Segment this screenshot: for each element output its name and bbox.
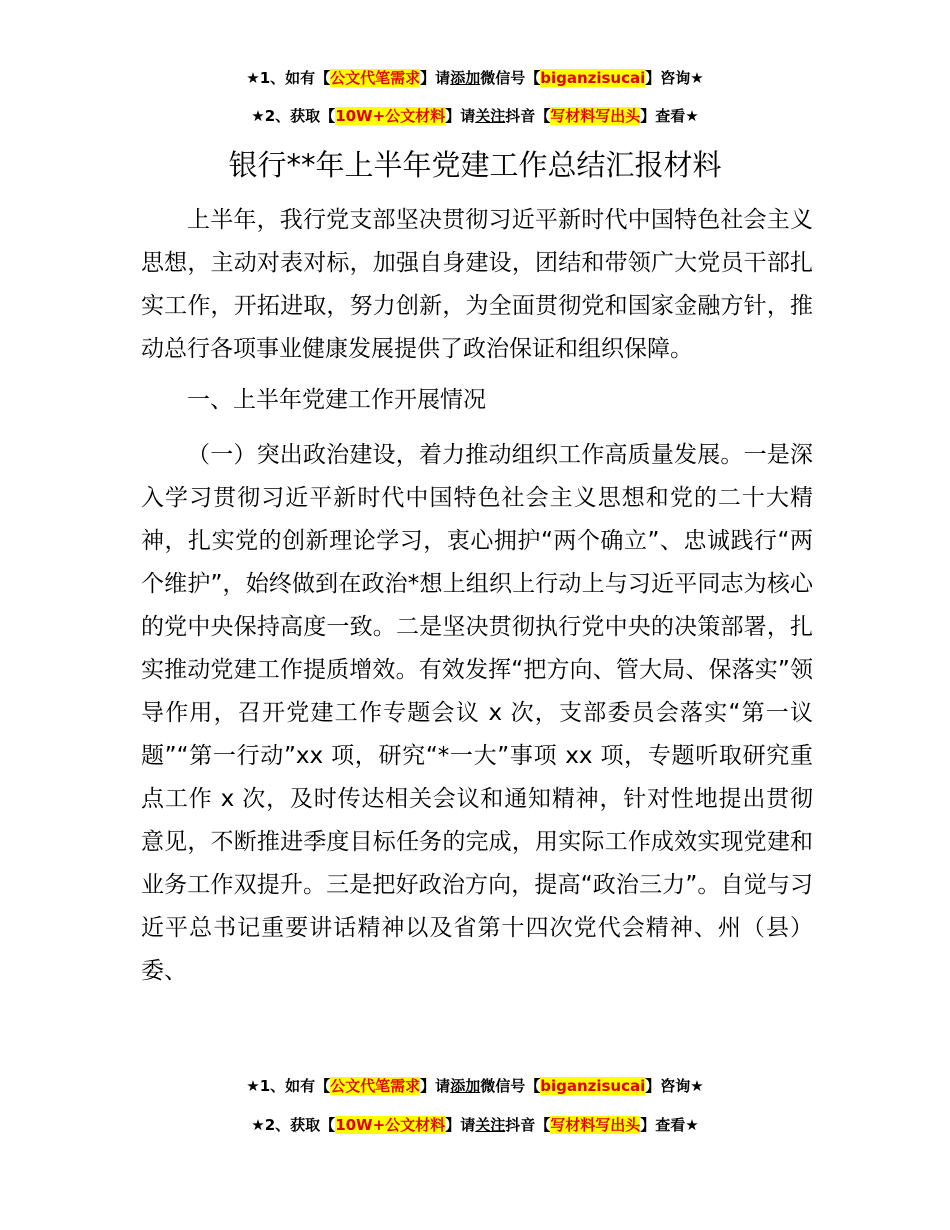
bottom-banner-line-2: [0, 1115, 950, 1135]
banner-text: 抖音【: [505, 1116, 551, 1134]
banner-text: ★1、如有【: [246, 69, 331, 87]
banner-highlight: 10W+公文材料: [335, 107, 446, 125]
banner-douyin-id: 写材料写出头: [550, 1116, 641, 1134]
document-body: [141, 199, 813, 993]
section-paragraph: （一）突出政治建设，着力推动组织工作高质量发展。一是深入学习贯彻习近平新时代中国特色社会主义思想和党的二十大精神，扎实党的创新理论学习，衷心拥护“两个确立”、忠诚践行“两个维护”，始终做到在政治*想上组织上行动上与习近平同志为核心的党中央保持高度一致。二是坚决贯彻执行党中央的决策部署，扎实推动党建工作提质增效。有效发挥“把方向、管大局、保落实”领导作用，召开党建工作专题会议 x 次，支部委员会落实“第一议题”“第一行动”xx 项，研究“*一大”事项 xx 项，专题听取研究重点工作 x 次，及时传达相关会议和通知精神，针对性地提出贯彻意见，不断推进季度目标任务的完成，用实际工作成效实现党建和业务工作双提升。三是把好政治方向，提高“政治三力”。自觉与习近平总书记重要讲话精神以及省第十四次党代会精神、州（县）委、: [141, 442, 813, 984]
banner-underlined-text: 添加: [450, 1077, 481, 1095]
banner-wechat-id: biganzisucai: [540, 1077, 646, 1095]
banner-text: ★2、获取【: [251, 107, 336, 125]
top-banner-line-2: [0, 106, 950, 126]
banner-text: 】请: [445, 107, 476, 125]
banner-text: 】咨询★: [645, 69, 704, 87]
document-title: 银行**年上半年党建工作总结汇报材料: [228, 148, 722, 182]
banner-text: ★2、获取【: [251, 1116, 336, 1134]
banner-text: 】咨询★: [645, 1077, 704, 1095]
banner-text: 微信号【: [480, 69, 541, 87]
banner-text: 微信号【: [480, 1077, 541, 1095]
banner-highlight: 公文代笔需求: [330, 1077, 421, 1095]
banner-wechat-id: biganzisucai: [540, 69, 646, 87]
banner-text: 抖音【: [505, 107, 551, 125]
banner-text: 】请: [420, 69, 451, 87]
banner-text: 】请: [445, 1116, 476, 1134]
banner-highlight: 公文代笔需求: [330, 69, 421, 87]
banner-text: ★1、如有【: [246, 1077, 331, 1095]
banner-underlined-text: 关注: [475, 107, 506, 125]
bottom-banner-line-1: [0, 1076, 950, 1096]
banner-underlined-text: 关注: [475, 1116, 506, 1134]
section-heading: 一、上半年党建工作开展情况: [187, 387, 486, 413]
banner-text: 】查看★: [640, 107, 699, 125]
banner-highlight: 10W+公文材料: [335, 1116, 446, 1134]
banner-text: 】查看★: [640, 1116, 699, 1134]
intro-paragraph: 上半年，我行党支部坚决贯彻习近平新时代中国特色社会主义思想，主动对表对标，加强自身建设，团结和带领广大党员干部扎实工作，开拓进取，努力创新，为全面贯彻党和国家金融方针，推动总行各项事业健康发展提供了政治保证和组织保障。: [141, 207, 813, 362]
banner-text: 】请: [420, 1077, 451, 1095]
banner-underlined-text: 添加: [450, 69, 481, 87]
top-banner-line-1: [0, 68, 950, 88]
banner-douyin-id: 写材料写出头: [550, 107, 641, 125]
